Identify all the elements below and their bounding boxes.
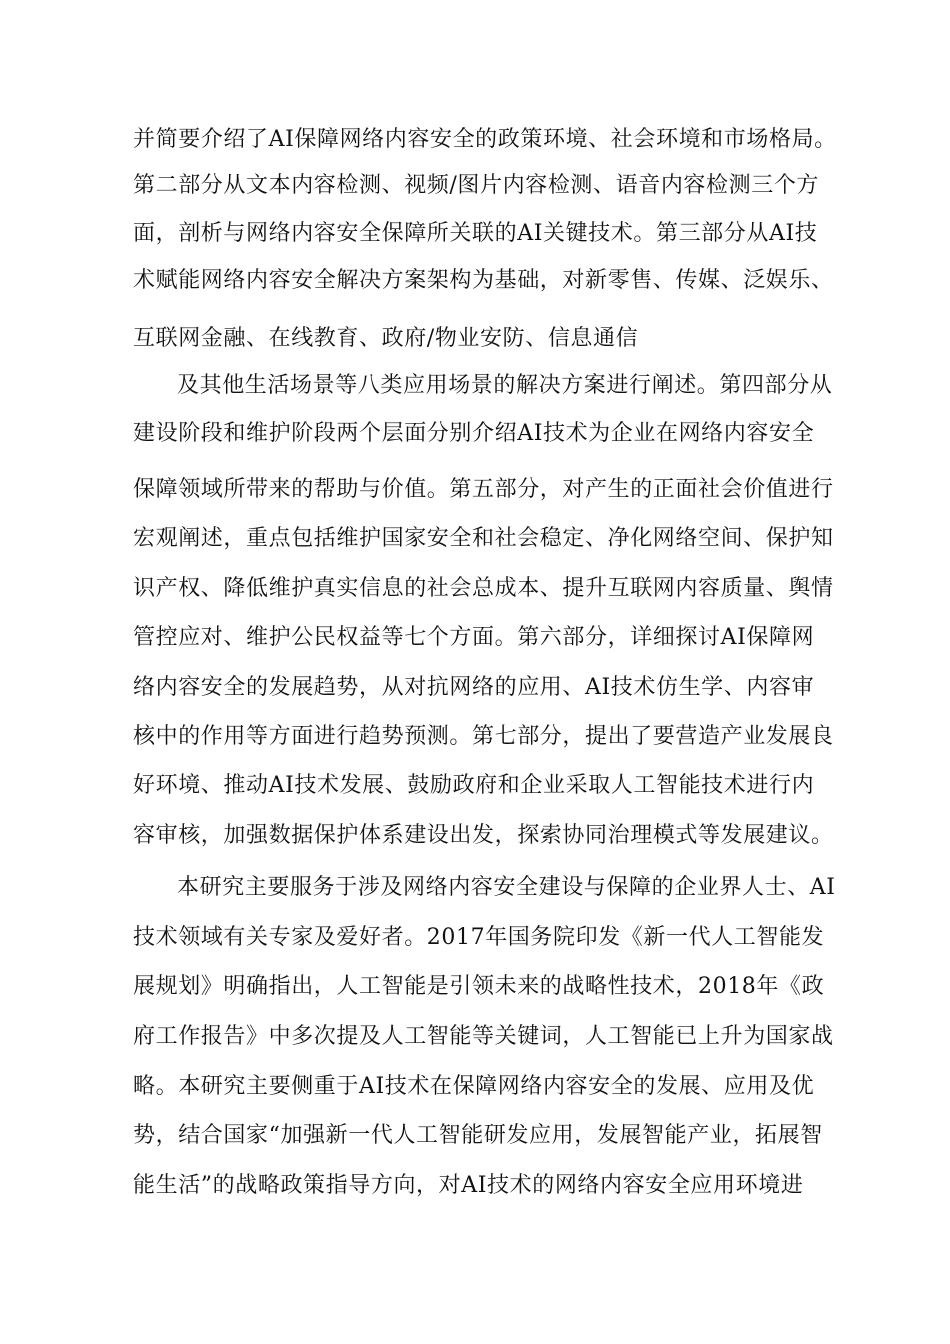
text-line: 识产权、降低维护真实信息的社会总成本、提升互联网内容质量、舆情 — [133, 576, 834, 601]
text-line: 核中的作用等方面进行趋势预测。第七部分，提出了要营造产业发展良 — [133, 724, 834, 749]
text-line: 宏观阐述，重点包括维护国家安全和社会稳定、净化网络空间、保护知 — [133, 526, 834, 551]
text-line: 势，结合国家“加强新一代人工智能研发应用，发展智能产业，拓展智 — [133, 1123, 823, 1148]
text-line: 第二部分从文本内容检测、视频/图片内容检测、语音内容检测三个方 — [133, 173, 820, 198]
text-line: 好环境、推动AI技术发展、鼓励政府和企业采取人工智能技术进行内 — [133, 773, 815, 798]
text-line: 技术领域有关专家及爱好者。2017年国务院印发《新一代人工智能发 — [133, 925, 825, 950]
text-line: 展规划》明确指出，人工智能是引领未来的战略性技术，2018年《政 — [133, 974, 825, 999]
text-line: 略。本研究主要侧重于AI技术在保障网络内容安全的发展、应用及优 — [133, 1074, 815, 1099]
text-line: 并简要介绍了AI保障网络内容安全的政策环境、社会环境和市场格局。 — [133, 127, 837, 152]
paragraph-first-line: 本研究主要服务于涉及网络内容安全建设与保障的企业界人士、AI — [177, 875, 836, 900]
text-line: 能生活”的战略政策指导方向，对AI技术的网络内容安全应用环境进 — [133, 1173, 804, 1198]
text-line: 管控应对、维护公民权益等七个方面。第六部分，详细探讨AI保障网 — [133, 625, 815, 650]
text-line: 面，剖析与网络内容安全保障所关联的AI关键技术。第三部分从AI技 — [133, 221, 818, 246]
paragraph-first-line: 及其他生活场景等八类应用场景的解决方案进行阐述。第四部分从 — [177, 373, 833, 398]
text-line: 府工作报告》中多次提及人工智能等关键词，人工智能已上升为国家战 — [133, 1024, 834, 1049]
text-line: 建设阶段和维护阶段两个层面分别介绍AI技术为企业在网络内容安全 — [133, 421, 815, 446]
text-line: 络内容安全的发展趋势，从对抗网络的应用、AI技术仿生学、内容审 — [133, 675, 815, 700]
text-line: 术赋能网络内容安全解决方案架构为基础，对新零售、传媒、泛娱乐、 — [133, 268, 834, 293]
text-line: 保障领域所带来的帮助与价值。第五部分，对产生的正面社会价值进行 — [133, 477, 834, 502]
text-line: 互联网金融、在线教育、政府/物业安防、信息通信 — [133, 326, 639, 351]
text-line: 容审核，加强数据保护体系建设出发，探索协同治理模式等发展建议。 — [133, 823, 834, 848]
